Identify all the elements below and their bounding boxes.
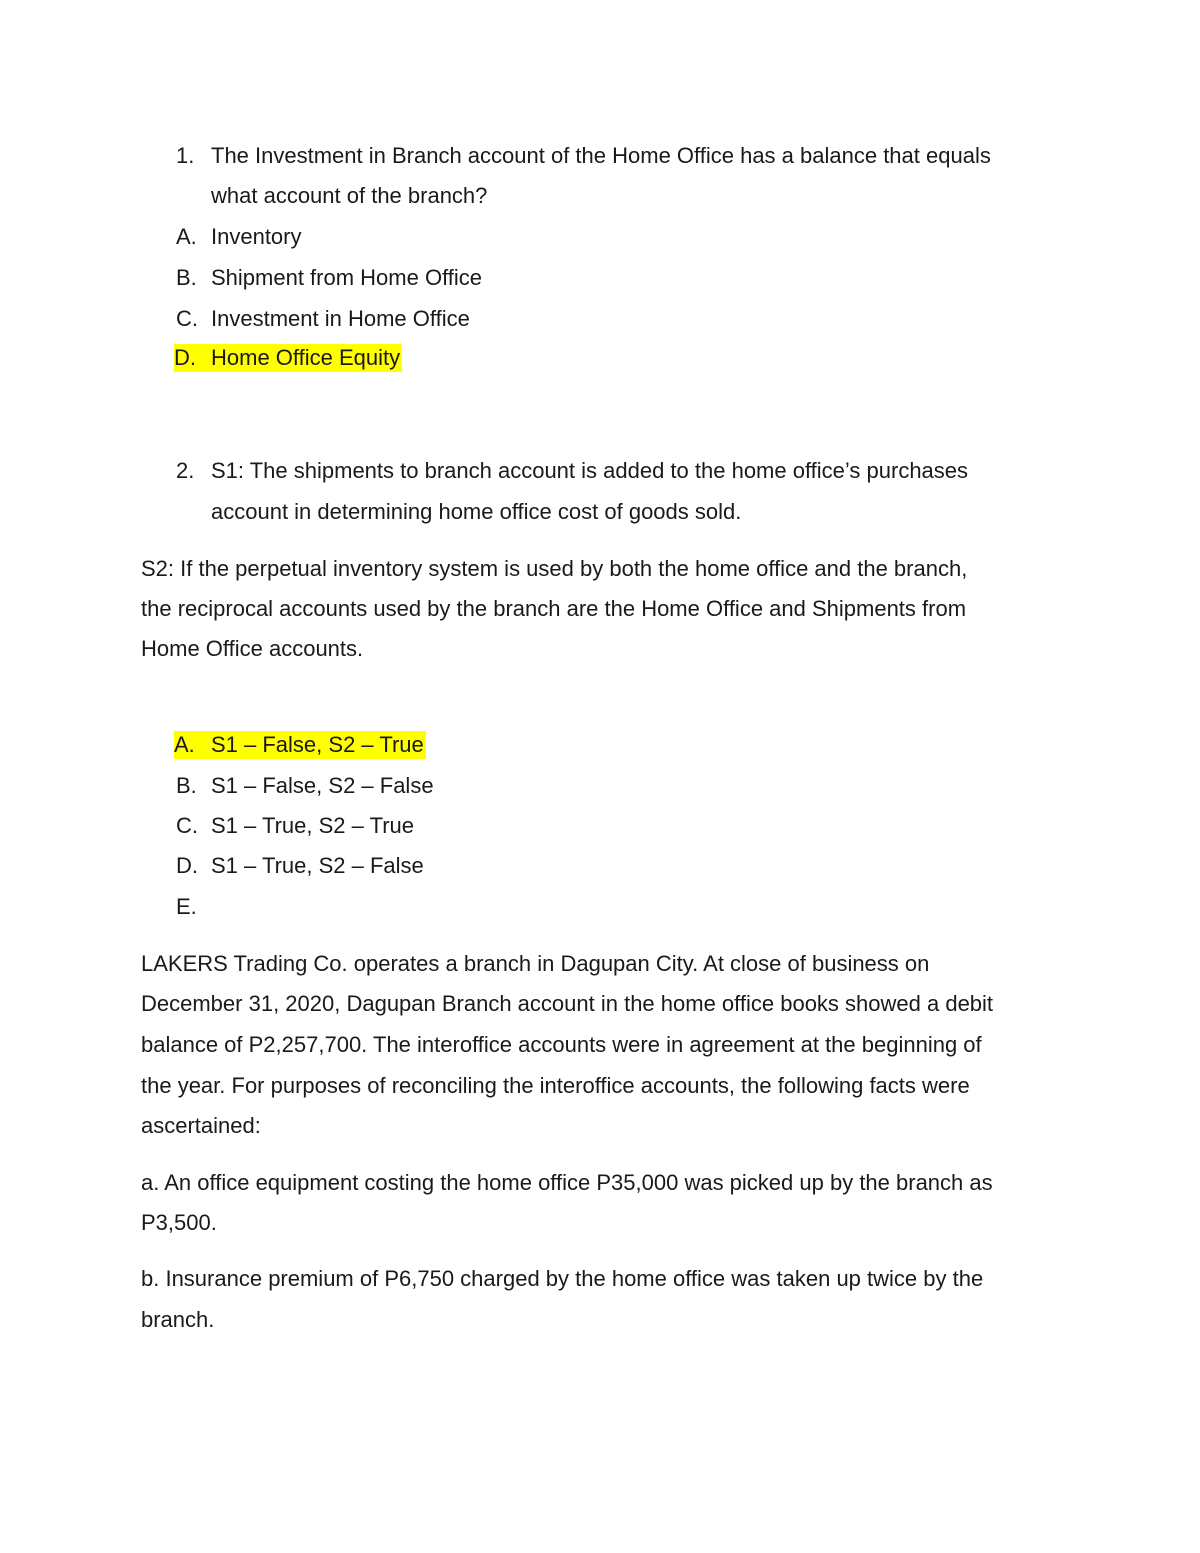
q1-option-d-letter: D. <box>174 345 196 370</box>
problem-para-line-2: December 31, 2020, Dagupan Branch account in the home office books showed a debit <box>141 991 994 1016</box>
problem-para-line-3: balance of P2,257,700. The interoffice accounts were in agreement at the beginning of <box>141 1032 982 1057</box>
question-2-s1-line-2: account in determining home office cost of goods sold. <box>211 499 742 524</box>
question-1-text-line-1: The Investment in Branch account of the Home Office has a balance that equals <box>211 143 991 168</box>
q2-option-b-text: S1 – False, S2 – False <box>211 773 434 798</box>
question-2-s2-line-3: Home Office accounts. <box>141 636 364 661</box>
q1-option-d-highlighted <box>174 344 402 372</box>
q1-option-d-text: Home Office Equity <box>211 345 401 370</box>
q1-option-c-text: Investment in Home Office <box>211 306 470 331</box>
question-1-number: 1. <box>176 143 195 168</box>
q2-option-b-letter: B. <box>176 773 197 798</box>
q2-option-d-letter: D. <box>176 853 198 878</box>
fact-a-line-1: a. An office equipment costing the home office P35,000 was picked up by the branch as <box>141 1170 993 1195</box>
fact-a-line-2: P3,500. <box>141 1210 217 1235</box>
q1-option-a-letter: A. <box>176 224 197 249</box>
question-1-text-line-2: what account of the branch? <box>211 183 488 208</box>
fact-b-line-1: b. Insurance premium of P6,750 charged by the home office was taken up twice by the <box>141 1266 984 1291</box>
question-2-s2-line-1: S2: If the perpetual inventory system is used by both the home office and the branch, <box>141 556 968 581</box>
q2-option-d-text: S1 – True, S2 – False <box>211 853 424 878</box>
problem-para-line-4: the year. For purposes of reconciling the interoffice accounts, the following facts were <box>141 1073 970 1098</box>
fact-b-line-2: branch. <box>141 1307 215 1332</box>
q1-option-c-letter: C. <box>176 306 198 331</box>
question-2-s2-line-2: the reciprocal accounts used by the branch are the Home Office and Shipments from <box>141 596 967 621</box>
q1-option-a-text: Inventory <box>211 224 302 249</box>
question-2-number: 2. <box>176 458 195 483</box>
q2-option-c-text: S1 – True, S2 – True <box>211 813 415 838</box>
q2-option-a-highlighted <box>174 731 426 759</box>
problem-para-line-1: LAKERS Trading Co. operates a branch in Dagupan City. At close of business on <box>141 951 930 976</box>
q2-option-a-letter: A. <box>174 732 195 757</box>
q2-option-a-text: S1 – False, S2 – True <box>211 732 424 757</box>
question-2-s1-line-1: S1: The shipments to branch account is added to the home office’s purchases <box>211 458 969 483</box>
q1-option-b-letter: B. <box>176 265 197 290</box>
q2-option-c-letter: C. <box>176 813 198 838</box>
q2-option-e-letter: E. <box>176 894 197 919</box>
problem-para-line-5: ascertained: <box>141 1113 261 1138</box>
q1-option-b-text: Shipment from Home Office <box>211 265 483 290</box>
